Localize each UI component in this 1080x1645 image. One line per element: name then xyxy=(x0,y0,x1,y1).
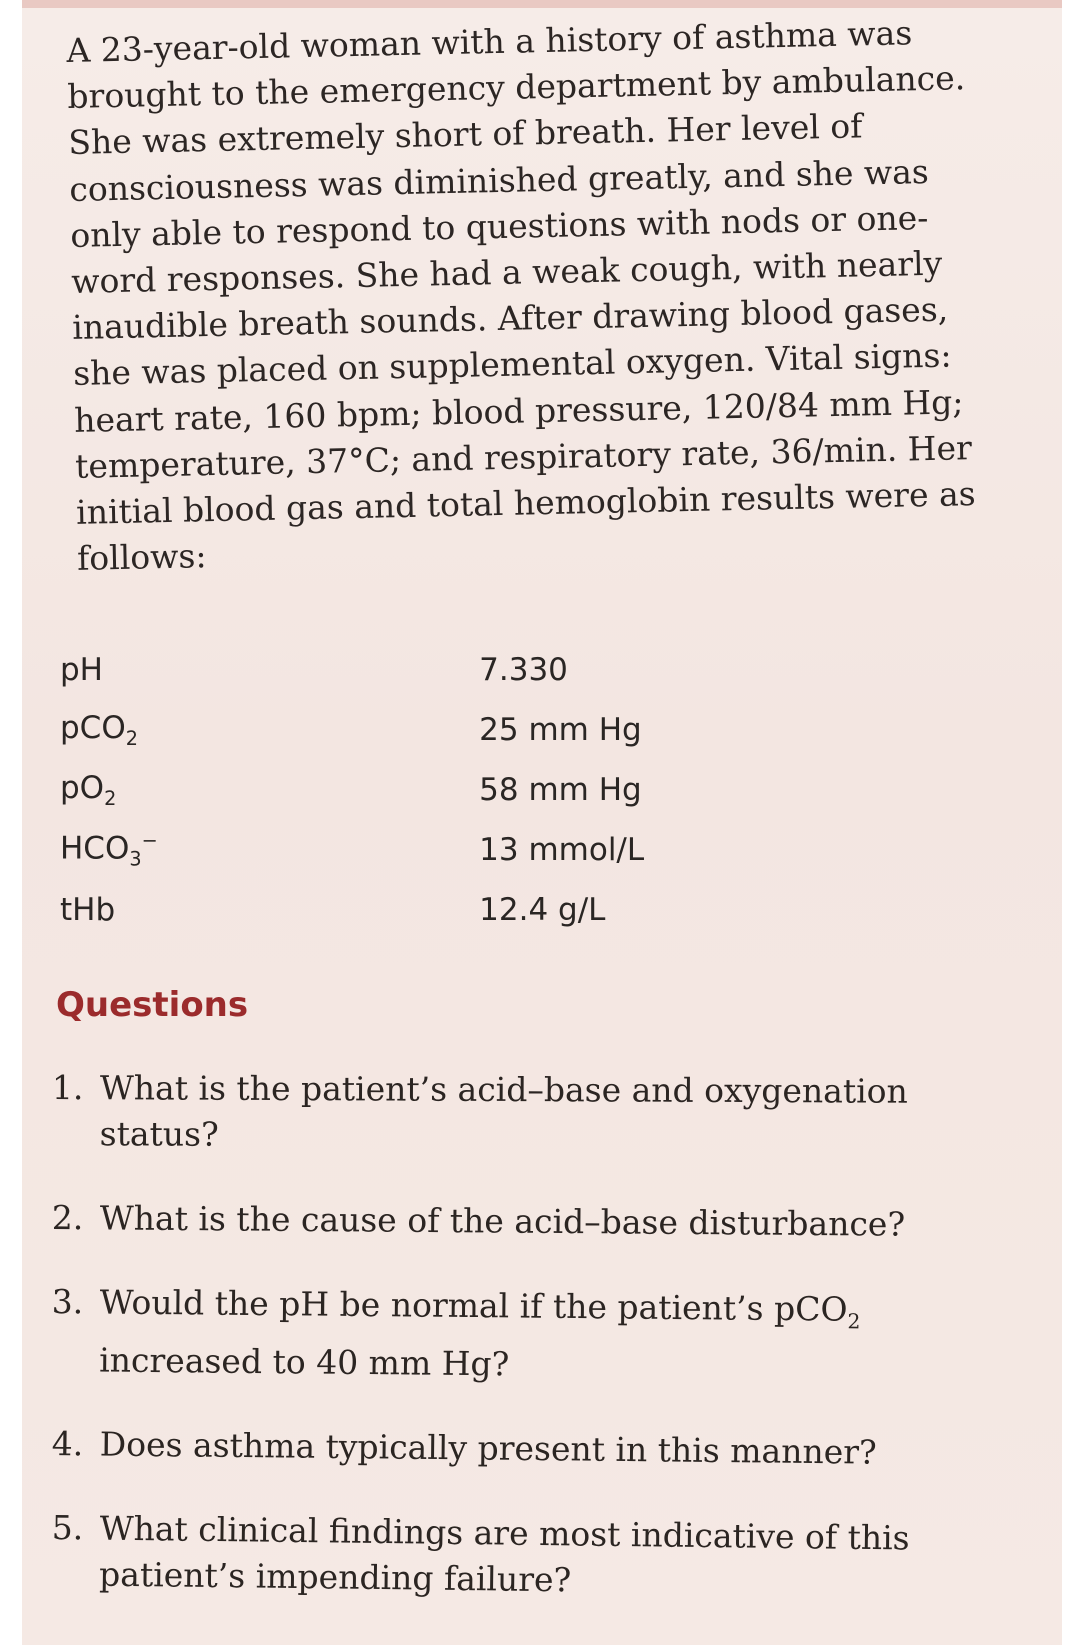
question-number: 5. xyxy=(51,1507,84,1547)
question-item xyxy=(52,1195,1012,1249)
question-number: 3. xyxy=(51,1281,84,1322)
question-text-tail: increased to 40 mm Hg? xyxy=(99,1340,510,1383)
lab-value: 25 mm Hg xyxy=(479,712,642,748)
lab-label: $HCO_3^-$ xyxy=(60,829,158,871)
lab-value: 58 mm Hg xyxy=(479,772,642,808)
question-number: 4. xyxy=(51,1423,84,1463)
lab-value: 13 mmol/L xyxy=(479,832,645,868)
lab-label: pH xyxy=(60,652,103,688)
lab-label: pCO$_2$ xyxy=(60,709,138,751)
questions-heading: Questions xyxy=(56,985,249,1025)
lab-row-pco2 xyxy=(60,700,780,760)
question-text: What is the cause of the acid–base disturbance? xyxy=(99,1198,906,1244)
question-list xyxy=(52,1065,1012,1635)
question-text: What clinical findings are most indicative of this patient’s impending failure? xyxy=(98,1508,910,1599)
lab-row-po2 xyxy=(60,760,780,820)
question-item xyxy=(52,1065,1012,1161)
case-description: A 23-year-old woman with a history of asthma was brought to the emergency department by ambulance. She was extremely short of breath. Her level of consciousness was diminished greatly, and she was only able to respond to questions with nods or one-word responses. She had a weak cough, with nearly inaudible breath sounds. After drawing blood gases, she was placed on supplemental oxygen. Vital signs: heart rate, 160 bpm; blood pressure, 120/84 mm Hg; temperature, 37°C; and respiratory rate, 36/min. Her initial blood gas and total hemoglobin results were as follows: xyxy=(66,13,976,579)
question-subscript: 2 xyxy=(847,1309,861,1334)
question-text: Would the pH be normal if the patient’s pCO xyxy=(99,1282,848,1329)
lab-value: 12.4 g/L xyxy=(479,892,606,928)
lab-label: $pO_2$ xyxy=(60,769,117,811)
question-text: What is the patient’s acid–base and oxygenation status? xyxy=(99,1068,908,1154)
lab-results-table xyxy=(60,640,780,940)
question-number: 2. xyxy=(51,1197,84,1238)
lab-label: tHb xyxy=(60,892,116,928)
lab-value: 7.330 xyxy=(479,652,568,688)
question-number: 1. xyxy=(51,1068,84,1108)
question-item xyxy=(51,1279,1012,1392)
lab-row-hco3 xyxy=(60,820,780,880)
page-top-band xyxy=(22,0,1062,8)
question-text: Does asthma typically present in this manner? xyxy=(99,1424,877,1472)
book-page xyxy=(22,0,1062,1645)
lab-row-ph xyxy=(60,640,780,700)
question-item xyxy=(51,1505,1012,1609)
question-item xyxy=(52,1421,1012,1477)
lab-row-thb xyxy=(60,880,780,940)
